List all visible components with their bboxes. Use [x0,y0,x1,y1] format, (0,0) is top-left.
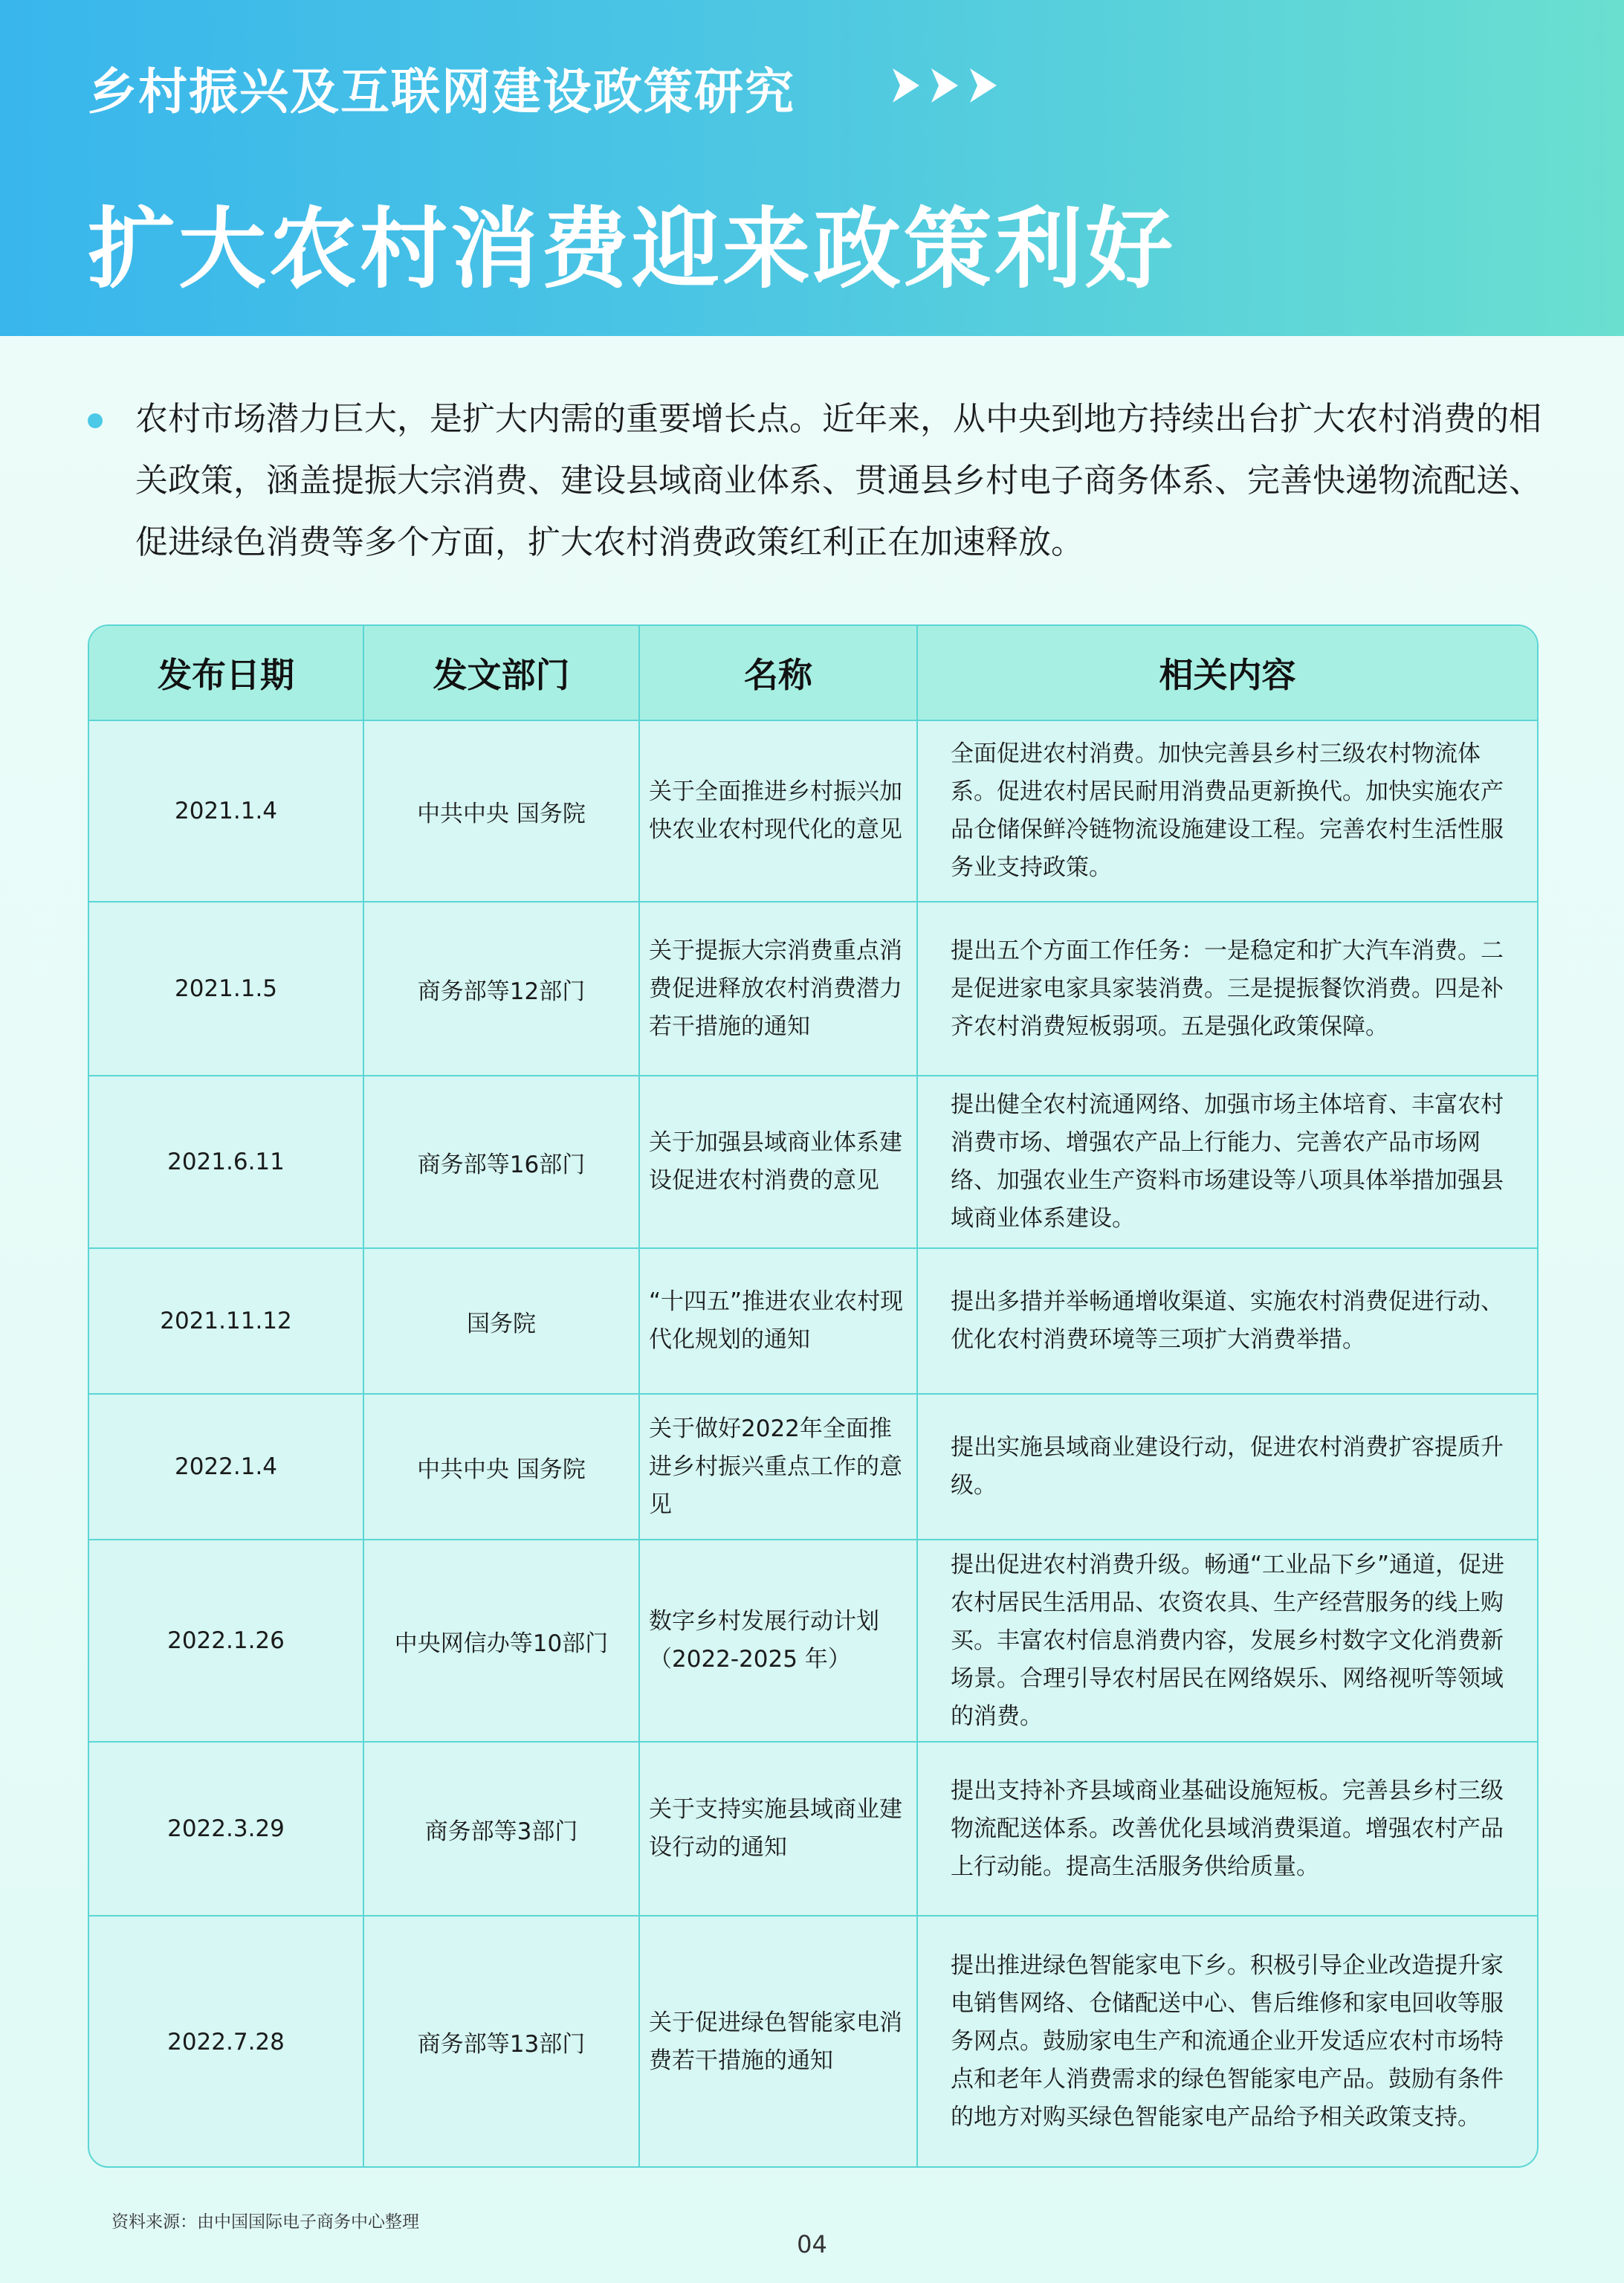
cell-name: 关于提振大宗消费重点消费促进释放农村消费潜力若干措施的通知 [639,902,917,1076]
cell-content: 提出五个方面工作任务：一是稳定和扩大汽车消费。二是促进家电家具家装消费。三是提振餐饮消费。四是补齐农村消费短板弱项。五是强化政策保障。 [917,902,1537,1076]
cell-name: 关于支持实施县域商业建设行动的通知 [639,1742,917,1916]
column-header-content: 相关内容 [917,626,1537,720]
cell-date: 2021.6.11 [89,1076,363,1248]
policy-table [88,624,1539,2168]
bullet-dot-icon [88,413,103,428]
page-number: 04 [797,2230,827,2258]
cell-name: 数字乡村发展行动计划（2022-2025 年） [639,1540,917,1742]
series-title: 乡村振兴及互联网建设政策研究 [88,63,795,120]
table-row [89,1742,1537,1916]
column-header-name: 名称 [639,626,917,720]
cell-content: 提出多措并举畅通增收渠道、实施农村消费促进行动、优化农村消费环境等三项扩大消费举措。 [917,1248,1537,1394]
table-row [89,902,1537,1076]
cell-dept: 商务部等12部门 [363,902,639,1076]
cell-dept: 商务部等13部门 [363,1916,639,2167]
cell-name: 关于全面推进乡村振兴加快农业农村现代化的意见 [639,720,917,902]
cell-dept: 中央网信办等10部门 [363,1540,639,1742]
cell-content: 提出健全农村流通网络、加强市场主体培育、丰富农村消费市场、增强农产品上行能力、完善农产品市场网络、加强农业生产资料市场建设等八项具体举措加强县域商业体系建设。 [917,1076,1537,1248]
cell-dept: 中共中央 国务院 [363,720,639,902]
triple-arrow-icon [888,62,1007,109]
cell-name: 关于促进绿色智能家电消费若干措施的通知 [639,1916,917,2167]
table-row [89,1076,1537,1248]
cell-dept: 商务部等16部门 [363,1076,639,1248]
intro-paragraph: 农村市场潜力巨大，是扩大内需的重要增长点。近年来，从中央到地方持续出台扩大农村消费的相关政策，涵盖提振大宗消费、建设县域商业体系、贯通县乡村电子商务体系、完善快递物流配送、促进绿色消费等多个方面，扩大农村消费政策红利正在加速释放。 [135,400,1541,561]
header-banner [0,0,1624,336]
cell-content: 提出推进绿色智能家电下乡。积极引导企业改造提升家电销售网络、仓储配送中心、售后维修和家电回收等服务网点。鼓励家电生产和流通企业开发适应农村市场特点和老年人消费需求的绿色智能家电产品。鼓励有条件的地方对购买绿色智能家电产品给予相关政策支持。 [951,1952,1504,2131]
table-row [89,1540,1537,1742]
cell-name: “十四五”推进农业农村现代化规划的通知 [639,1248,917,1394]
table-header-row [89,626,1537,720]
cell-date: 2021.11.12 [89,1248,363,1394]
cell-date: 2022.1.26 [89,1540,363,1742]
table-row [89,1916,1537,2167]
cell-name: 关于做好2022年全面推进乡村振兴重点工作的意见 [639,1394,917,1540]
cell-dept: 中共中央 国务院 [363,1394,639,1540]
cell-content: 提出实施县域商业建设行动，促进农村消费扩容提质升级。 [917,1394,1537,1540]
cell-date: 2021.1.5 [89,902,363,1076]
cell-date: 2021.1.4 [89,720,363,902]
table-row [89,1248,1537,1394]
cell-content: 提出支持补齐县域商业基础设施短板。完善县乡村三级物流配送体系。改善优化县域消费渠道。增强农村产品上行动能。提高生活服务供给质量。 [917,1742,1537,1916]
cell-dept: 商务部等3部门 [363,1742,639,1916]
table-row [89,1394,1537,1540]
cell-content: 提出促进农村消费升级。畅通“工业品下乡”通道，促进农村居民生活用品、农资农具、生产经营服务的线上购买。丰富农村信息消费内容，发展乡村数字文化消费新场景。合理引导农村居民在网络娱乐、网络视听等领域的消费。 [917,1540,1537,1742]
cell-date: 2022.7.28 [89,1916,363,2167]
cell-name: 关于加强县域商业体系建设促进农村消费的意见 [639,1076,917,1248]
source-note: 资料来源：由中国国际电子商务中心整理 [111,2212,419,2232]
cell-dept: 国务院 [363,1248,639,1394]
cell-content: 全面促进农村消费。加快完善县乡村三级农村物流体系。促进农村居民耐用消费品更新换代。加快实施农产品仓储保鲜冷链物流设施建设工程。完善农村生活性服务业支持政策。 [917,720,1537,902]
cell-date: 2022.1.4 [89,1394,363,1540]
cell-date: 2022.3.29 [89,1742,363,1916]
column-header-dept: 发文部门 [363,626,639,720]
table-row [89,720,1537,902]
page-title: 扩大农村消费迎来政策利好 [88,198,1177,300]
column-header-date: 发布日期 [89,626,363,720]
